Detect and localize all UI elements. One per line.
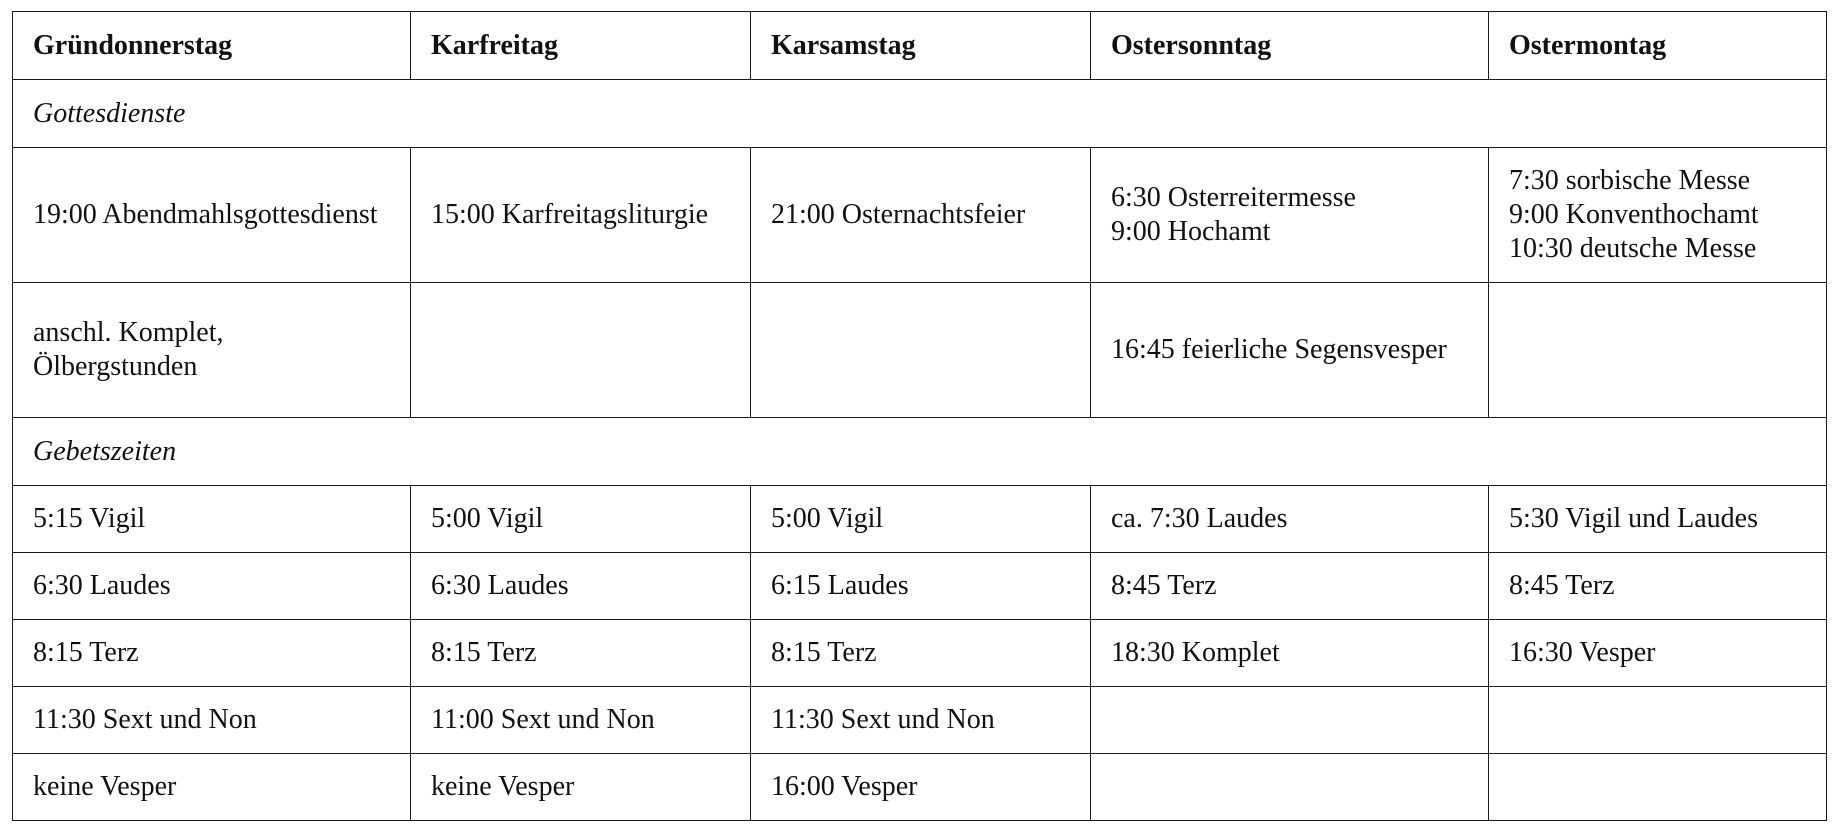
table-cell <box>1091 283 1489 418</box>
table-cell <box>1489 687 1827 754</box>
table-cell: 8:15 Terz <box>411 620 751 687</box>
header-ostermontag: Ostermontag <box>1489 12 1827 80</box>
table-row <box>13 620 1827 687</box>
cell-line: 21:00 Osternachtsfeier <box>771 199 1026 230</box>
header-karfreitag: Karfreitag <box>411 12 751 80</box>
table-cell: 6:30 Laudes <box>411 553 751 620</box>
cell-line: 16:45 feierliche Segensvesper <box>1111 334 1447 365</box>
header-gruendonnerstag: Gründonnerstag <box>13 12 411 80</box>
table-cell: 8:15 Terz <box>13 620 411 687</box>
cell-line: Ölbergstunden <box>33 351 198 382</box>
section-title-gottesdienste: Gottesdienste <box>13 80 1827 148</box>
cell-line: 6:30 Osterreitermesse <box>1111 182 1356 213</box>
cell-line: 10:30 deutsche Messe <box>1509 233 1757 264</box>
table-cell: 8:15 Terz <box>751 620 1091 687</box>
table-cell: 11:30 Sext und Non <box>13 687 411 754</box>
table-row <box>13 553 1827 620</box>
table-cell: 8:45 Terz <box>1489 553 1827 620</box>
table-cell-empty <box>751 283 1091 418</box>
header-ostersonntag: Ostersonntag <box>1091 12 1489 80</box>
table-cell: 5:00 Vigil <box>751 486 1091 553</box>
table-cell <box>1091 687 1489 754</box>
cell-line: anschl. Komplet, <box>33 317 224 348</box>
table-cell: 11:30 Sext und Non <box>751 687 1091 754</box>
table-row <box>13 486 1827 553</box>
table-cell <box>751 148 1091 283</box>
table-cell: 18:30 Komplet <box>1091 620 1489 687</box>
table-cell <box>411 148 751 283</box>
table-cell <box>13 283 411 418</box>
table-cell <box>1489 754 1827 821</box>
table-cell: 16:00 Vesper <box>751 754 1091 821</box>
table-cell: 5:15 Vigil <box>13 486 411 553</box>
table-cell <box>1091 148 1489 283</box>
table-cell <box>1091 754 1489 821</box>
section-title-gebetszeiten: Gebetszeiten <box>13 418 1827 486</box>
table-cell-empty <box>411 283 751 418</box>
cell-line: 15:00 Karfreitagsliturgie <box>431 199 709 230</box>
table-cell <box>1489 148 1827 283</box>
table-row <box>13 148 1827 283</box>
cell-line: 19:00 Abendmahlsgottesdienst <box>33 199 378 230</box>
table-cell: 5:00 Vigil <box>411 486 751 553</box>
table-cell: ca. 7:30 Laudes <box>1091 486 1489 553</box>
cell-line: 9:00 Konventhochamt <box>1509 199 1759 230</box>
table-cell-empty <box>1489 283 1827 418</box>
table-row <box>13 687 1827 754</box>
section-gottesdienste <box>13 80 1827 148</box>
cell-line: 9:00 Hochamt <box>1111 216 1271 247</box>
table-cell: 16:30 Vesper <box>1489 620 1827 687</box>
table-row <box>13 283 1827 418</box>
table-cell <box>13 148 411 283</box>
table-cell: 5:30 Vigil und Laudes <box>1489 486 1827 553</box>
table-cell: 6:15 Laudes <box>751 553 1091 620</box>
header-karsamstag: Karsamstag <box>751 12 1091 80</box>
table-row <box>13 754 1827 821</box>
table-cell: 11:00 Sext und Non <box>411 687 751 754</box>
table-cell: keine Vesper <box>411 754 751 821</box>
table-cell: 8:45 Terz <box>1091 553 1489 620</box>
table-cell: 6:30 Laudes <box>13 553 411 620</box>
section-gebetszeiten <box>13 418 1827 486</box>
easter-schedule-table <box>12 11 1827 821</box>
header-row <box>13 12 1827 80</box>
table-cell: keine Vesper <box>13 754 411 821</box>
cell-line: 7:30 sorbische Messe <box>1509 165 1751 196</box>
